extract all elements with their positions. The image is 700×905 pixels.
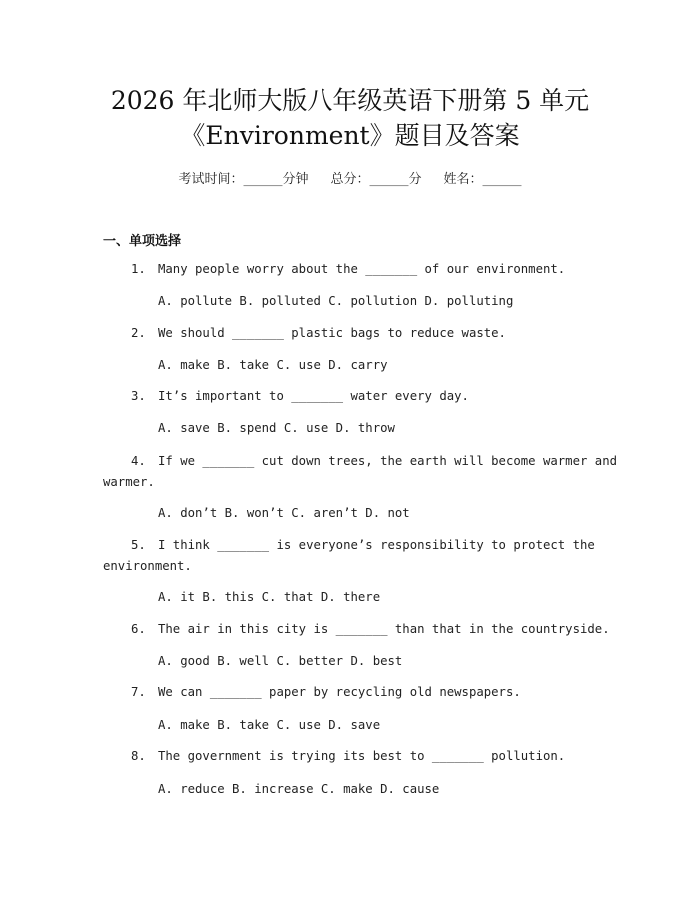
question-text: We can _______ paper by recycling old newspapers. [158,685,521,699]
question-5-options: A. it B. this C. that D. there [158,590,381,604]
question-text: It’s important to _______ water every day. [158,389,469,403]
question-number: 2. [131,326,146,340]
question-4 [131,451,617,472]
exam-info-line [0,168,700,187]
question-1 [131,259,565,280]
question-6 [131,619,610,640]
question-5-continuation: environment. [103,559,192,573]
question-text: I think _______ is everyone’s responsibility to protect the [158,538,595,552]
question-5 [131,535,595,556]
question-text: Many people worry about the _______ of our environment. [158,262,566,276]
question-number: 4. [131,454,146,468]
section-heading: 一、单项选择 [103,234,182,249]
question-number: 1. [131,262,146,276]
question-7 [131,682,521,703]
question-1-options: A. pollute B. polluted C. pollution D. polluting [158,294,514,308]
document-title-line2: 《Environment》题目及答案 [180,121,520,150]
question-text: If we _______ cut down trees, the earth will become warmer and [158,454,618,468]
question-text: We should _______ plastic bags to reduce waste. [158,326,506,340]
question-4-continuation: warmer. [103,475,155,489]
document-title-line1: 2026 年北师大版八年级英语下册第 5 单元 [110,86,590,115]
exam-name-label: 姓名：______ [443,172,522,187]
question-6-options: A. good B. well C. better D. best [158,654,403,668]
question-7-options: A. make B. take C. use D. save [158,718,381,732]
question-text: The air in this city is _______ than that in the countryside. [158,622,610,636]
question-number: 7. [131,685,146,699]
question-text: The government is trying its best to _______ pollution. [158,749,566,763]
question-2-options: A. make B. take C. use D. carry [158,358,388,372]
question-3-options: A. save B. spend C. use D. throw [158,421,395,435]
question-4-options: A. don’t B. won’t C. aren’t D. not [158,506,410,520]
exam-time-label: 考试时间：______分钟 [178,172,309,187]
exam-score-label: 总分：______分 [330,172,422,187]
question-number: 8. [131,749,146,763]
question-8-options: A. reduce B. increase C. make D. cause [158,782,440,796]
question-number: 6. [131,622,146,636]
question-3 [131,386,469,407]
question-number: 3. [131,389,146,403]
question-2 [131,323,506,344]
question-number: 5. [131,538,146,552]
question-8 [131,746,565,767]
